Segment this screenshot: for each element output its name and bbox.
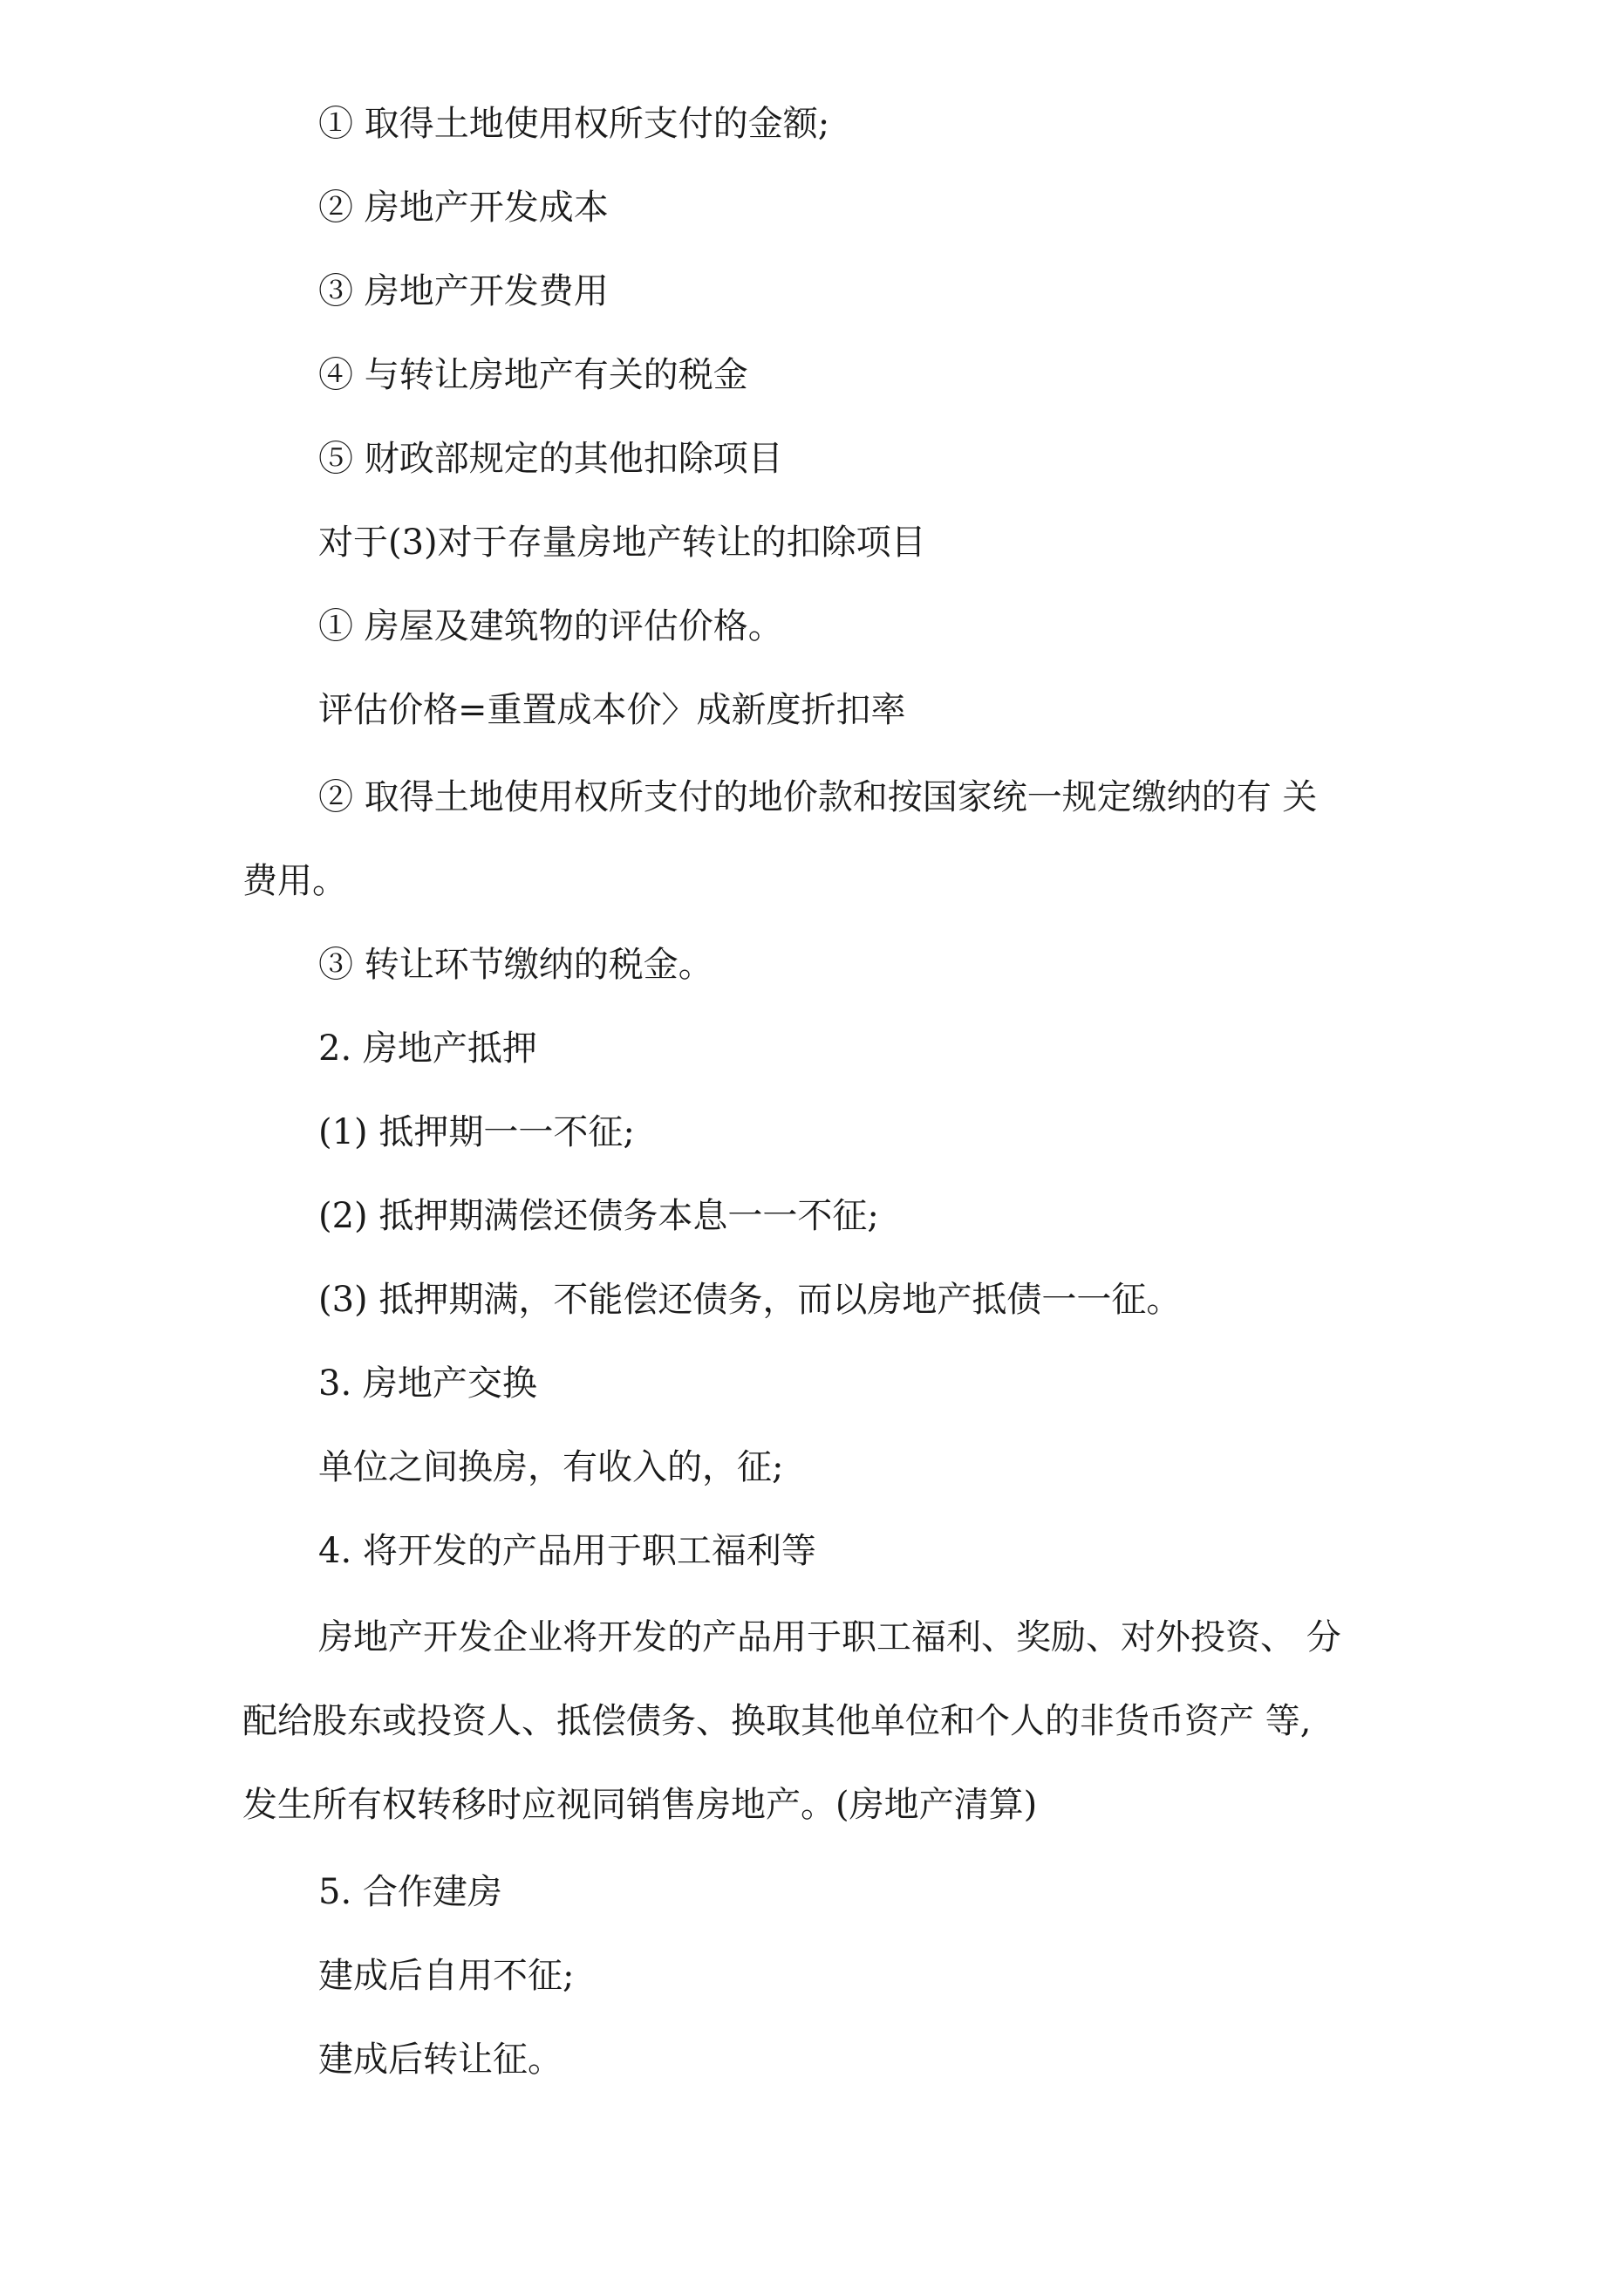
text-line: 单位之间换房，有收入的，征; (318, 1447, 784, 1487)
text-line: ① 取得土地使用权所支付的金额; (318, 104, 830, 144)
text-line: 评估价格=重置成本价〉成新度折扣率 (318, 690, 906, 730)
text-line: 发生所有权转移时应视同销售房地产。(房地产清算) (242, 1785, 1038, 1825)
text-line: ② 取得土地使用权所支付的地价款和按国家统一规定缴纳的有 关 (318, 777, 1318, 817)
text-line: 对于(3)对于存量房地产转让的扣除项目 (318, 523, 926, 563)
text-line: 建成后自用不征; (318, 1956, 575, 1996)
text-line: ② 房地产开发成本 (318, 188, 609, 228)
text-line: 建成后转让征。 (318, 2040, 563, 2080)
text-line: ③ 转让环节缴纳的税金。 (318, 945, 713, 985)
text-line: 配给股东或投资人、抵偿债务、换取其他单位和个人的非货币资产 等, (242, 1701, 1312, 1741)
text-line: ③ 房地产开发费用 (318, 271, 609, 311)
text-line: 4. 将开发的产品用于职工福利等 (318, 1531, 816, 1571)
text-line: (2) 抵押期满偿还债务本息一一不征; (318, 1196, 879, 1236)
text-line: (3) 抵押期满，不能偿还债务，而以房地产抵债一一征。 (318, 1280, 1182, 1320)
text-line: ④ 与转让房地产有关的税金 (318, 355, 748, 395)
text-line: 3. 房地产交换 (318, 1363, 537, 1404)
text-line: 5. 合作建房 (318, 1872, 502, 1912)
text-line: 2. 房地产抵押 (318, 1028, 537, 1069)
text-line: ① 房屋及建筑物的评估价格。 (318, 606, 783, 646)
text-line: 房地产开发企业将开发的产品用于职工福利、奖励、对外投资、 分 (318, 1617, 1341, 1657)
text-line: (1) 抵押期一一不征; (318, 1112, 635, 1152)
text-line: ⑤ 财政部规定的其他扣除项目 (318, 439, 783, 479)
text-line: 费用。 (242, 861, 347, 901)
